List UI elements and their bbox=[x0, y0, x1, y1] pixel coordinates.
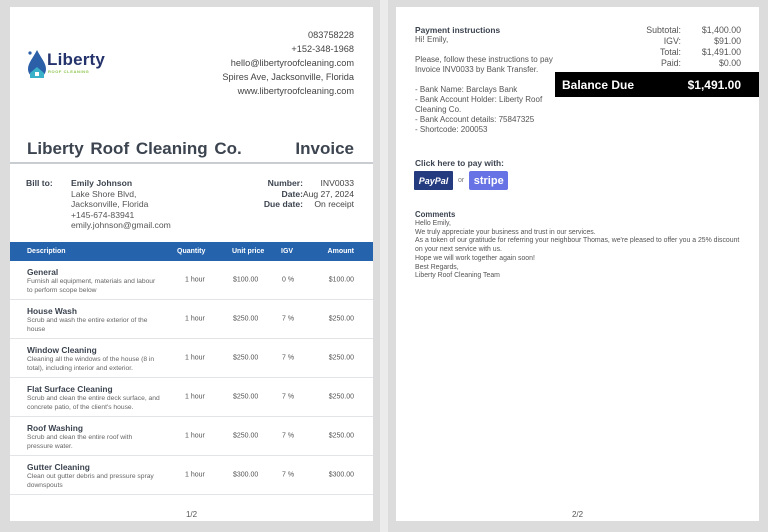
col-unit-price: Unit price bbox=[232, 248, 265, 255]
table-row bbox=[10, 261, 373, 300]
document-title: Invoice bbox=[295, 139, 354, 158]
page-number: 1/2 bbox=[185, 510, 198, 519]
contact-email[interactable]: hello@libertyroofcleaning.com bbox=[230, 58, 354, 68]
total-line bbox=[621, 47, 741, 58]
col-description: Description bbox=[27, 248, 66, 255]
client-address-line-2: Jacksonville, Florida bbox=[71, 199, 149, 209]
item-igv: 7 % bbox=[282, 354, 295, 362]
col-amount: Amount bbox=[327, 248, 354, 255]
subtotal-value: $1,400.00 bbox=[701, 25, 741, 35]
pay-with-label: Click here to pay with: bbox=[415, 158, 504, 168]
payment-intro: Please, follow these instructions to pay Invoice INV0033 by Bank Transfer. bbox=[415, 55, 553, 74]
invoice-meta-values bbox=[303, 178, 354, 210]
payment-heading: Payment instructions bbox=[415, 25, 501, 35]
item-quantity: 1 hour bbox=[185, 432, 205, 440]
client-phone: +145-674-83941 bbox=[71, 209, 135, 220]
item-igv: 0 % bbox=[282, 276, 295, 284]
item-amount: $250.00 bbox=[328, 393, 354, 401]
invoice-due-date: On receipt bbox=[314, 199, 354, 209]
col-quantity: Quantity bbox=[177, 248, 206, 255]
title-row bbox=[27, 139, 354, 159]
item-amount: $300.00 bbox=[328, 471, 354, 479]
water-drop-house-icon bbox=[27, 49, 47, 79]
bill-to-details bbox=[71, 178, 171, 231]
comment-line: Liberty Roof Cleaning Team bbox=[415, 272, 500, 280]
item-quantity: 1 hour bbox=[185, 276, 205, 284]
paid-label: Paid: bbox=[660, 58, 681, 68]
item-unit-price: $250.00 bbox=[233, 354, 259, 362]
date-label: Date: bbox=[281, 188, 303, 199]
comments-heading: Comments bbox=[415, 210, 456, 219]
subtotal-label: Subtotal: bbox=[646, 25, 681, 35]
item-title: Roof Washing bbox=[27, 423, 83, 433]
payment-instructions bbox=[415, 25, 555, 135]
item-unit-price: $250.00 bbox=[233, 315, 259, 323]
table-row bbox=[10, 378, 373, 417]
item-description: Scrub and clean the entire deck surface, and concrete patio, of the client's house. bbox=[27, 395, 160, 411]
paypal-button[interactable]: PayPal bbox=[414, 171, 453, 190]
company-contact bbox=[222, 28, 354, 98]
payment-greeting: Hi! Emily, bbox=[415, 35, 449, 44]
item-igv: 7 % bbox=[282, 432, 295, 440]
comment-line: Hello Emily, bbox=[415, 220, 451, 227]
item-description: Cleaning all the windows of the house (8 in total), including interior and exterior. bbox=[27, 356, 155, 372]
bank-account-holder: - Bank Account Holder: Liberty Roof Cleaning Co. bbox=[415, 95, 543, 114]
item-title: Flat Surface Cleaning bbox=[27, 384, 113, 394]
table-header bbox=[10, 242, 373, 261]
header-divider bbox=[10, 162, 373, 164]
balance-due-value: $1,491.00 bbox=[687, 77, 741, 92]
item-quantity: 1 hour bbox=[185, 354, 205, 362]
bank-shortcode: - Shortcode: 200053 bbox=[415, 125, 488, 134]
due-date-label: Due date: bbox=[263, 199, 303, 209]
line-items bbox=[10, 261, 373, 495]
bill-to-label: Bill to: bbox=[26, 178, 53, 188]
invoice-date: Aug 27, 2024 bbox=[302, 188, 354, 199]
comment-line: We truly appreciate your business and trust in our services. bbox=[415, 228, 596, 236]
invoice-number: INV0033 bbox=[320, 178, 354, 188]
item-unit-price: $300.00 bbox=[233, 471, 259, 479]
table-row bbox=[10, 339, 373, 378]
igv-label: IGV: bbox=[663, 36, 681, 46]
invoice-page-2 bbox=[396, 7, 759, 521]
item-amount: $250.00 bbox=[328, 315, 354, 323]
item-quantity: 1 hour bbox=[185, 471, 205, 479]
paid-value: $0.00 bbox=[718, 58, 741, 68]
table-row bbox=[10, 417, 373, 456]
client-email[interactable]: emily.johnson@gmail.com bbox=[71, 220, 171, 230]
balance-due-bar bbox=[555, 72, 759, 97]
item-title: Gutter Cleaning bbox=[27, 462, 90, 472]
item-description: Furnish all equipment, materials and labour to perform scope below bbox=[27, 278, 156, 294]
item-quantity: 1 hour bbox=[185, 393, 205, 401]
item-igv: 7 % bbox=[282, 393, 295, 401]
totals-summary bbox=[621, 25, 741, 69]
company-logo bbox=[27, 47, 117, 83]
balance-due-label: Balance Due bbox=[562, 77, 635, 92]
total-value: $1,491.00 bbox=[701, 47, 741, 57]
page-number: 2/2 bbox=[571, 510, 584, 519]
item-title: Window Cleaning bbox=[27, 345, 97, 355]
item-title: General bbox=[27, 267, 59, 277]
invoice-page-1 bbox=[10, 7, 373, 521]
item-title: House Wash bbox=[27, 306, 77, 316]
comment-line: As a token of our gratitude for referring your neighbour Thomas, we're pleased to offer you a 25% discount on your next service with us. bbox=[415, 237, 740, 254]
company-name: Liberty Roof Cleaning Co. bbox=[27, 139, 242, 158]
paid-line bbox=[621, 58, 741, 69]
contact-address: Spires Ave, Jacksonville, Florida bbox=[222, 72, 354, 82]
item-unit-price: $250.00 bbox=[233, 393, 259, 401]
bank-account-details: - Bank Account details: 75847325 bbox=[415, 115, 535, 124]
page-scroll-gutter bbox=[380, 0, 388, 532]
item-unit-price: $250.00 bbox=[233, 432, 259, 440]
logo-wordmark: Liberty bbox=[47, 50, 106, 69]
contact-phone-1: 083758228 bbox=[308, 30, 354, 40]
item-description: Clean out gutter debris and pressure spray downspouts bbox=[27, 473, 154, 489]
item-igv: 7 % bbox=[282, 315, 295, 323]
item-description: Scrub and wash the entire exterior of the house bbox=[27, 317, 148, 333]
subtotal-line bbox=[621, 25, 741, 36]
igv-line bbox=[621, 36, 741, 47]
number-label: Number: bbox=[267, 178, 303, 188]
total-label: Total: bbox=[659, 47, 681, 57]
stripe-button[interactable]: stripe bbox=[469, 171, 508, 190]
igv-value: $91.00 bbox=[714, 36, 741, 46]
contact-phone-2: +152-348-1968 bbox=[291, 44, 354, 54]
table-row bbox=[10, 456, 373, 495]
comment-line: Best Regards, bbox=[415, 263, 459, 271]
item-amount: $100.00 bbox=[328, 276, 354, 284]
contact-website[interactable]: www.libertyroofcleaning.com bbox=[237, 86, 354, 96]
item-amount: $250.00 bbox=[328, 354, 354, 362]
table-row bbox=[10, 300, 373, 339]
comments-section bbox=[415, 210, 745, 281]
bank-name: - Bank Name: Barclays Bank bbox=[415, 85, 518, 94]
invoice-meta-labels bbox=[238, 178, 303, 210]
item-quantity: 1 hour bbox=[185, 315, 205, 323]
client-name: Emily Johnson bbox=[71, 178, 133, 188]
logo-tagline: ROOF CLEANING bbox=[48, 69, 90, 74]
item-igv: 7 % bbox=[282, 471, 295, 479]
comment-line: Hope we will work together again soon! bbox=[415, 254, 535, 262]
or-separator: or bbox=[458, 177, 465, 184]
item-unit-price: $100.00 bbox=[233, 276, 259, 284]
item-description: Scrub and clean the entire roof with pressure water. bbox=[27, 434, 133, 450]
col-igv: IGV bbox=[281, 248, 294, 255]
client-address-line-1: Lake Shore Blvd, bbox=[71, 188, 137, 199]
item-amount: $250.00 bbox=[328, 432, 354, 440]
payment-buttons bbox=[414, 171, 508, 190]
